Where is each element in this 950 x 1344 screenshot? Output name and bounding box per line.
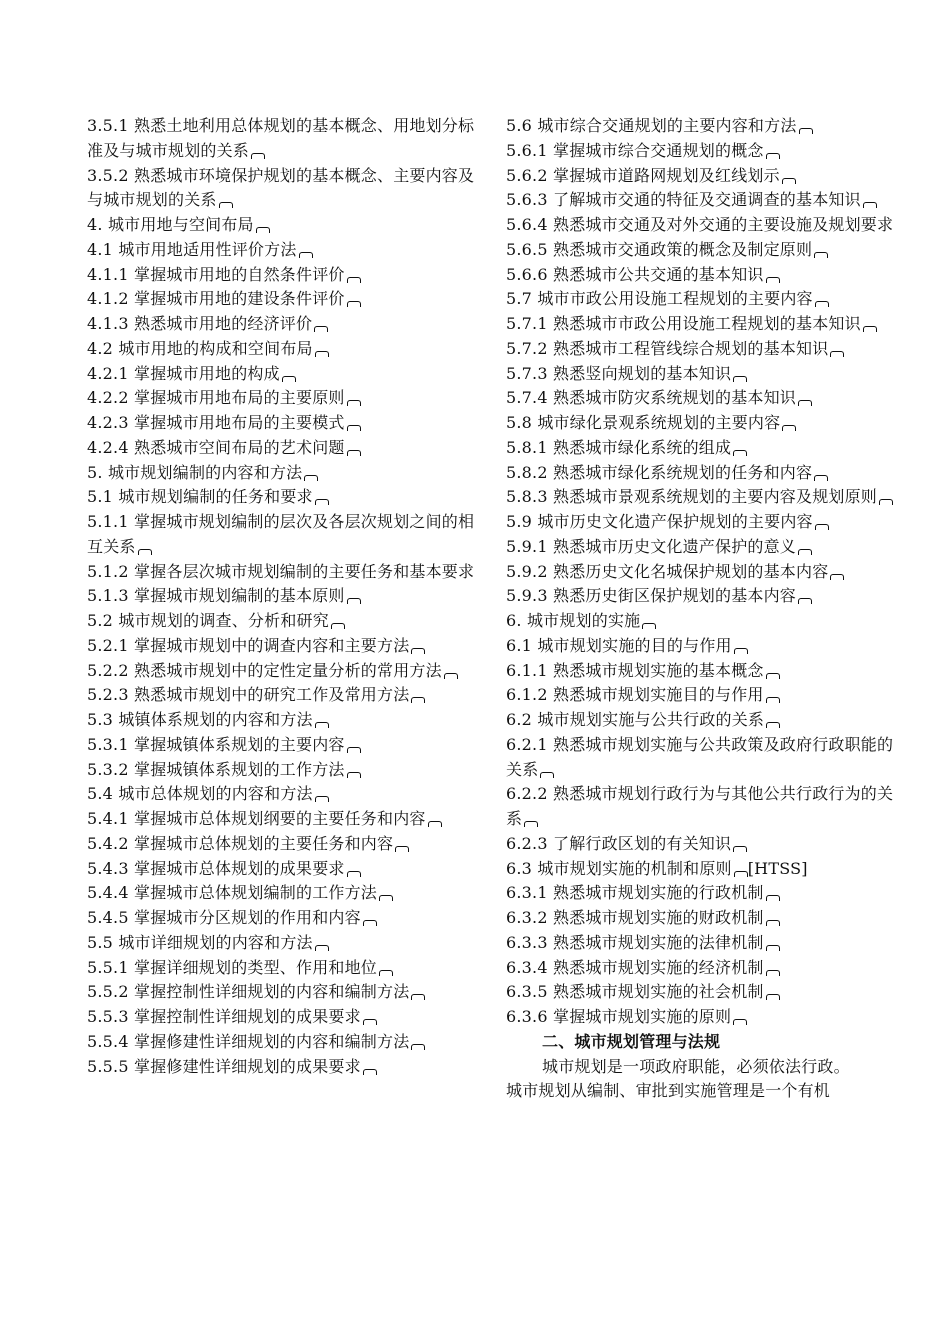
- outline-item: 5.5.1 掌握详细规划的类型、作用和地位: [87, 956, 477, 981]
- return-mark-icon: [314, 326, 328, 332]
- outline-item: 4.1.2 掌握城市用地的建设条件评价: [87, 287, 477, 312]
- return-mark-icon: [766, 673, 780, 679]
- return-mark-icon: [540, 772, 554, 778]
- return-mark-icon: [444, 673, 458, 679]
- return-mark-icon: [733, 450, 747, 456]
- outline-item: 5.3.1 掌握城镇体系规划的主要内容: [87, 733, 477, 758]
- return-mark-icon: [347, 450, 361, 456]
- return-mark-icon: [347, 277, 361, 283]
- outline-item: 5.1.1 掌握城市规划编制的层次及各层次规划之间的相互关系: [87, 512, 475, 556]
- outline-item: 4.2.3 掌握城市用地布局的主要模式: [87, 411, 477, 436]
- outline-item: 5.4.3 掌握城市总体规划的成果要求: [87, 857, 477, 882]
- outline-item: 5.6.4 熟悉城市交通及对外交通的主要设施及规划要求: [506, 215, 894, 234]
- outline-item: 5.4.2 掌握城市总体规划的主要任务和内容: [87, 832, 477, 857]
- outline-item: 3.5.2 熟悉城市环境保护规划的基本概念、主要内容及与城市规划的关系: [87, 165, 475, 210]
- return-mark-icon: [879, 499, 893, 505]
- return-mark-icon: [734, 648, 748, 654]
- outline-item: 5.6.5 熟悉城市交通政策的概念及制定原则: [506, 238, 896, 263]
- outline-item: 6.3.4 熟悉城市规划实施的经济机制: [506, 956, 896, 981]
- outline-item: 6.1.2 熟悉城市规划实施目的与作用: [506, 683, 896, 708]
- return-mark-icon: [830, 351, 844, 357]
- return-mark-icon: [766, 153, 780, 159]
- return-mark-icon: [347, 425, 361, 431]
- outline-item: 5.4.5 掌握城市分区规划的作用和内容: [87, 906, 477, 931]
- outline-item: 5.6.1 掌握城市综合交通规划的概念: [506, 139, 896, 164]
- return-mark-icon: [331, 623, 345, 629]
- outline-item: 5.5 城市详细规划的内容和方法: [87, 931, 477, 956]
- return-mark-icon: [282, 376, 296, 382]
- return-mark-icon: [411, 1044, 425, 1050]
- return-mark-icon: [782, 178, 796, 184]
- return-mark-icon: [251, 153, 265, 159]
- outline-item: 5.7.2 熟悉城市工程管线综合规划的基本知识: [506, 337, 896, 362]
- return-mark-icon: [798, 549, 812, 555]
- outline-item: 5.4.1 掌握城市总体规划纲要的主要任务和内容: [87, 807, 477, 832]
- outline-item: 5. 城市规划编制的内容和方法: [87, 461, 477, 486]
- return-mark-icon: [347, 871, 361, 877]
- outline-item: 5.8.3 熟悉城市景观系统规划的主要内容及规划原则: [506, 485, 896, 510]
- return-mark-icon: [863, 202, 877, 208]
- outline-item: 5.2 城市规划的调查、分析和研究: [87, 609, 477, 634]
- outline-item: 6.3.3 熟悉城市规划实施的法律机制: [506, 931, 896, 956]
- return-mark-icon: [379, 895, 393, 901]
- return-mark-icon: [363, 1069, 377, 1075]
- return-mark-icon: [363, 920, 377, 926]
- outline-item: 6.3.2 熟悉城市规划实施的财政机制: [506, 906, 896, 931]
- return-mark-icon: [347, 400, 361, 406]
- outline-item: 5.5.4 掌握修建性详细规划的内容和编制方法: [87, 1030, 477, 1055]
- return-mark-icon: [733, 846, 747, 852]
- outline-item: 6.3.1 熟悉城市规划实施的行政机制: [506, 881, 896, 906]
- return-mark-icon: [411, 648, 425, 654]
- return-mark-icon: [315, 722, 329, 728]
- return-mark-icon: [304, 475, 318, 481]
- return-mark-icon: [798, 598, 812, 604]
- outline-item: 5.4.4 掌握城市总体规划编制的工作方法: [87, 881, 477, 906]
- outline-item: 4.2.1 掌握城市用地的构成: [87, 362, 477, 387]
- outline-item: 5.5.5 掌握修建性详细规划的成果要求: [87, 1055, 477, 1080]
- return-mark-icon: [766, 722, 780, 728]
- outline-item: 6.2.3 了解行政区划的有关知识: [506, 832, 896, 857]
- outline-item: 5.9.3 熟悉历史街区保护规划的基本内容: [506, 584, 896, 609]
- return-mark-icon: [315, 499, 329, 505]
- outline-item: 4.2.2 掌握城市用地布局的主要原则: [87, 386, 477, 411]
- outline-item: 5.5.3 掌握控制性详细规划的成果要求: [87, 1005, 477, 1030]
- outline-item: 5.1.3 掌握城市规划编制的基本原则: [87, 584, 477, 609]
- outline-item: 5.6.3 了解城市交通的特征及交通调查的基本知识: [506, 188, 896, 213]
- return-mark-icon: [347, 598, 361, 604]
- outline-item: 6.3.5 熟悉城市规划实施的社会机制: [506, 980, 896, 1005]
- return-mark-icon: [798, 400, 812, 406]
- outline-item: 3.5.1 熟悉土地利用总体规划的基本概念、用地划分标准及与城市规划的关系: [87, 116, 475, 160]
- outline-item: 5.9.1 熟悉城市历史文化遗产保护的意义: [506, 535, 896, 560]
- return-mark-icon: [734, 871, 748, 877]
- return-mark-icon: [863, 326, 877, 332]
- htss-tag: [HTSS]: [747, 858, 808, 878]
- outline-item: 5.9 城市历史文化遗产保护规划的主要内容: [506, 510, 896, 535]
- outline-item: 6.3 城市规划实施的机制和原则 [HTSS]: [506, 858, 808, 878]
- return-mark-icon: [766, 994, 780, 1000]
- outline-item: 5.9.2 熟悉历史文化名城保护规划的基本内容: [506, 560, 896, 585]
- outline-item: 4. 城市用地与空间布局: [87, 213, 477, 238]
- return-mark-icon: [782, 425, 796, 431]
- outline-item: 6.2.1 熟悉城市规划实施与公共政策及政府行政职能的关系: [506, 734, 894, 779]
- left-column: [87, 114, 477, 1079]
- return-mark-icon: [524, 821, 538, 827]
- outline-item: 4.1.3 熟悉城市用地的经济评价: [87, 312, 477, 337]
- outline-item: 5.6 城市综合交通规划的主要内容和方法: [506, 114, 896, 139]
- return-mark-icon: [347, 772, 361, 778]
- outline-item: 6. 城市规划的实施: [506, 609, 896, 634]
- return-mark-icon: [256, 227, 270, 233]
- return-mark-icon: [814, 252, 828, 258]
- outline-item: 5.7.3 熟悉竖向规划的基本知识: [506, 362, 896, 387]
- return-mark-icon: [379, 970, 393, 976]
- outline-item: 5.3 城镇体系规划的内容和方法: [87, 708, 477, 733]
- outline-item: 5.7.4 熟悉城市防灾系统规划的基本知识: [506, 386, 896, 411]
- return-mark-icon: [830, 574, 844, 580]
- outline-item: 5.4 城市总体规划的内容和方法: [87, 782, 477, 807]
- return-mark-icon: [299, 252, 313, 258]
- outline-item: 5.2.3 熟悉城市规划中的研究工作及常用方法: [87, 683, 477, 708]
- outline-item: 5.2.2 熟悉城市规划中的定性定量分析的常用方法: [87, 659, 477, 684]
- outline-item: 5.2.1 掌握城市规划中的调查内容和主要方法: [87, 634, 477, 659]
- return-mark-icon: [815, 301, 829, 307]
- right-column: [506, 114, 896, 1104]
- outline-item: 6.1 城市规划实施的目的与作用: [506, 634, 896, 659]
- outline-item: 5.8.1 熟悉城市绿化系统的组成: [506, 436, 896, 461]
- return-mark-icon: [411, 994, 425, 1000]
- return-mark-icon: [411, 697, 425, 703]
- return-mark-icon: [428, 821, 442, 827]
- return-mark-icon: [766, 920, 780, 926]
- outline-item: 6.3.6 掌握城市规划实施的原则: [506, 1005, 896, 1030]
- outline-item: 5.8 城市绿化景观系统规划的主要内容: [506, 411, 896, 436]
- return-mark-icon: [766, 697, 780, 703]
- outline-item: 4.2.4 熟悉城市空间布局的艺术问题: [87, 436, 477, 461]
- outline-item: 5.5.2 掌握控制性详细规划的内容和编制方法: [87, 980, 477, 1005]
- outline-item: 5.7.1 熟悉城市市政公用设施工程规划的基本知识: [506, 312, 896, 337]
- return-mark-icon: [395, 846, 409, 852]
- outline-item: 5.6.2 掌握城市道路网规划及红线划示: [506, 164, 896, 189]
- return-mark-icon: [733, 1019, 747, 1025]
- paragraph-line: 城市规划是一项政府职能，必须依法行政。: [542, 1056, 850, 1076]
- paragraph-line: 城市规划从编制、审批到实施管理是一个有机: [506, 1081, 831, 1101]
- outline-item: 6.2.2 熟悉城市规划行政行为与其他公共行政行为的关系: [506, 784, 894, 828]
- return-mark-icon: [766, 970, 780, 976]
- return-mark-icon: [347, 747, 361, 753]
- outline-item: 5.7 城市市政公用设施工程规划的主要内容: [506, 287, 896, 312]
- outline-item: 4.1.1 掌握城市用地的自然条件评价: [87, 263, 477, 288]
- return-mark-icon: [766, 895, 780, 901]
- outline-item: 6.2 城市规划实施与公共行政的关系: [506, 708, 896, 733]
- return-mark-icon: [315, 945, 329, 951]
- return-mark-icon: [733, 376, 747, 382]
- outline-item: 5.8.2 熟悉城市绿化系统规划的任务和内容: [506, 461, 896, 486]
- return-mark-icon: [815, 524, 829, 530]
- return-mark-icon: [642, 623, 656, 629]
- section-heading: 二、城市规划管理与法规: [542, 1031, 721, 1051]
- return-mark-icon: [799, 128, 813, 134]
- outline-item: 5.1.2 掌握各层次城市规划编制的主要任务和基本要求: [87, 561, 475, 581]
- return-mark-icon: [347, 301, 361, 307]
- return-mark-icon: [363, 1019, 377, 1025]
- return-mark-icon: [219, 202, 233, 208]
- outline-item: 5.3.2 掌握城镇体系规划的工作方法: [87, 758, 477, 783]
- outline-item: 6.1.1 熟悉城市规划实施的基本概念: [506, 659, 896, 684]
- outline-item: 4.1 城市用地适用性评价方法: [87, 238, 477, 263]
- return-mark-icon: [315, 796, 329, 802]
- return-mark-icon: [315, 351, 329, 357]
- return-mark-icon: [138, 549, 152, 555]
- outline-item: 4.2 城市用地的构成和空间布局: [87, 337, 477, 362]
- return-mark-icon: [766, 277, 780, 283]
- outline-item: 5.1 城市规划编制的任务和要求: [87, 485, 477, 510]
- return-mark-icon: [814, 475, 828, 481]
- outline-item: 5.6.6 熟悉城市公共交通的基本知识: [506, 263, 896, 288]
- return-mark-icon: [766, 945, 780, 951]
